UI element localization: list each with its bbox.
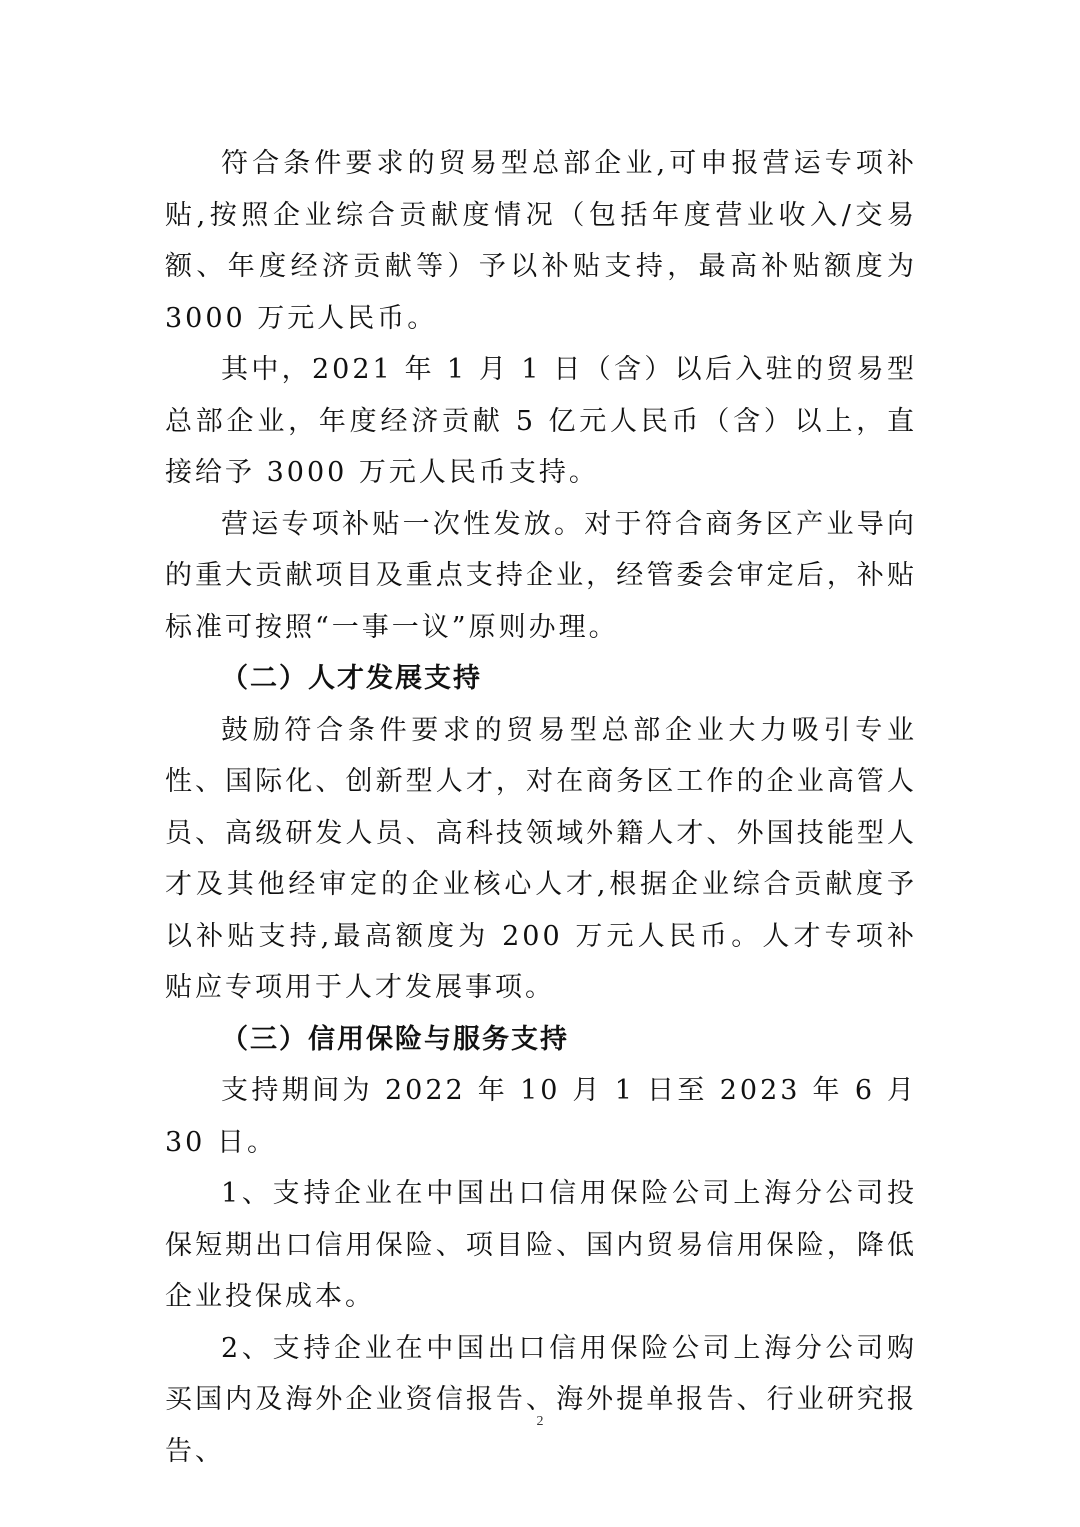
- paragraph-new-entrants: 其中，2021 年 1 月 1 日（含）以后入驻的贸易型总部企业，年度经济贡献 5 亿元人民币（含）以上，直接给予 3000 万元人民币支持。: [165, 354, 917, 488]
- paragraph-item-1: 1、支持企业在中国出口信用保险公司上海分公司投保短期出口信用保险、项目险、国内贸易信用保险，降低企业投保成本。: [165, 1178, 917, 1312]
- page-number: 2: [536, 1414, 544, 1429]
- paragraph-item-2: 2、支持企业在中国出口信用保险公司上海分公司购买国内及海外企业资信报告、海外提单报告、行业研究报告、: [165, 1332, 917, 1467]
- paragraph-one-time-payment: 营运专项补贴一次性发放。对于符合商务区产业导向的重大贡献项目及重点支持企业，经管委会审定后，补贴标准可按照“一事一议”原则办理。: [165, 508, 917, 643]
- paragraph-talent-support: 鼓励符合条件要求的贸易型总部企业大力吸引专业性、国际化、创新型人才，对在商务区工作的企业高管人员、高级研发人员、高科技领域外籍人才、外国技能型人才及其他经审定的企业核心人才,根据企业综合贡献度予以补贴支持,最高额度为 200 万元人民币。人才专项补贴应专项用于人才发展事项。: [165, 714, 917, 1003]
- section-heading-talent: （二）人才发展支持: [221, 663, 482, 694]
- document-body: [165, 138, 917, 1477]
- paragraph-support-period: 支持期间为 2022 年 10 月 1 日至 2023 年 6 月 30 日。: [165, 1075, 917, 1158]
- section-heading-credit-insurance: （三）信用保险与服务支持: [221, 1023, 569, 1055]
- paragraph-operating-subsidy: 符合条件要求的贸易型总部企业,可申报营运专项补贴,按照企业综合贡献度情况（包括年度营业收入/交易额、年度经济贡献等）予以补贴支持，最高补贴额度为 3000 万元人民币。: [165, 148, 917, 334]
